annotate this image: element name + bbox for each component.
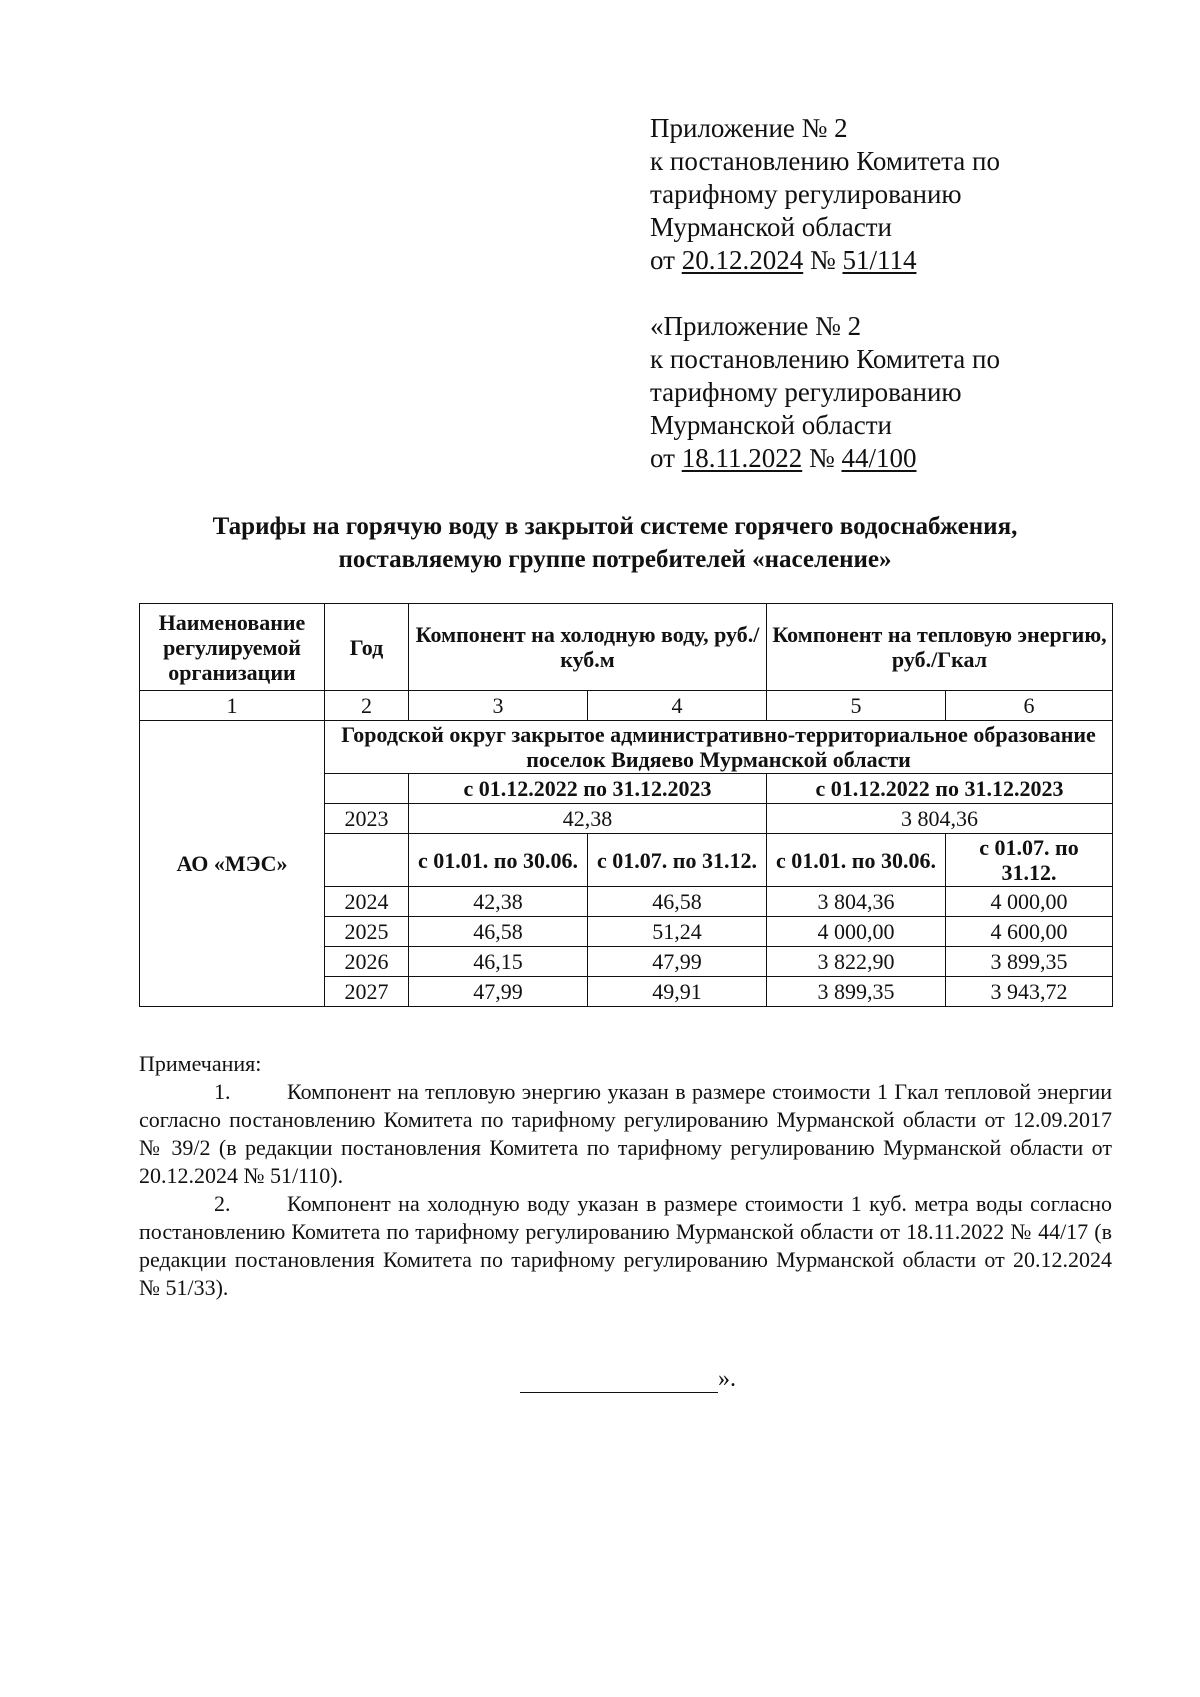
value-cell: 51,24 (588, 917, 767, 947)
column-number: 6 (946, 691, 1113, 721)
sub-period-cell: с 01.01. по 30.06. (409, 834, 588, 887)
appendix-line: к постановлению Комитета по (650, 344, 1000, 374)
column-number: 5 (767, 691, 946, 721)
year-cell: 2026 (325, 947, 409, 977)
year-cell: 2027 (325, 977, 409, 1007)
column-number: 1 (140, 691, 325, 721)
value-cell: 42,38 (409, 887, 588, 917)
closing-mark (520, 1366, 736, 1393)
appendix-number: 44/100 (841, 443, 917, 473)
note-text: Компонент на тепловую энергию указан в размере стоимости 1 Гкал тепловой энергии согласно постановлению Комитета по тарифному регулированию Мурманской области от 12.09.2017 № 39/2 (в редакции постановления Комитета по тарифному регулированию Мурманской области от 20.12.2024 № 51/110). (139, 1079, 1112, 1188)
appendix-from: от (650, 245, 682, 275)
header-organization: Наименование регулируемой организации (140, 604, 325, 691)
appendix-date-line (650, 244, 1000, 277)
appendix-no: № (802, 443, 842, 473)
value-cell: 4 000,00 (767, 917, 946, 947)
appendix-date: 18.11.2022 (681, 443, 803, 473)
appendix-no: № (803, 245, 843, 275)
title-line: Тарифы на горячую воду в закрытой системе горячего водоснабжения, (212, 513, 1018, 540)
table-header-row (140, 604, 1113, 691)
note-number: 1. (214, 1079, 231, 1104)
header-cold-water: Компонент на холодную воду, руб./куб.м (409, 604, 767, 691)
appendix-line: тарифному регулированию (650, 377, 962, 407)
value-cell: 3 899,35 (767, 977, 946, 1007)
appendix-line: Мурманской области (650, 410, 892, 440)
appendix-number: 51/114 (842, 245, 917, 275)
column-number: 2 (325, 691, 409, 721)
appendix-date-line (650, 442, 1000, 475)
period-heat-cell: с 01.12.2022 по 31.12.2023 (767, 774, 1113, 804)
header-year: Год (325, 604, 409, 691)
value-cell: 46,58 (409, 917, 588, 947)
value-cell: 46,15 (409, 947, 588, 977)
value-cell: 3 943,72 (946, 977, 1113, 1007)
empty-cell (325, 834, 409, 887)
year-cell: 2023 (325, 804, 409, 834)
note-number: 2. (214, 1191, 231, 1216)
note-item (139, 1190, 1112, 1302)
closing-quote: ». (718, 1366, 736, 1392)
appendix-line: Мурманской области (650, 212, 892, 242)
value-cell: 4 000,00 (946, 887, 1113, 917)
value-cell: 3 804,36 (767, 887, 946, 917)
column-number: 3 (409, 691, 588, 721)
notes-heading: Примечания: (139, 1051, 262, 1076)
column-number: 4 (588, 691, 767, 721)
header-heat-energy: Компонент на тепловую энергию, руб./Гкал (767, 604, 1113, 691)
appendix-date: 20.12.2024 (681, 245, 804, 275)
value-cell: 4 600,00 (946, 917, 1113, 947)
value-cell: 3 899,35 (946, 947, 1113, 977)
column-numbers-row (140, 691, 1113, 721)
value-cell: 46,58 (588, 887, 767, 917)
value-cell: 3 822,90 (767, 947, 946, 977)
title-line: поставляемую группе потребителей «население» (338, 546, 892, 573)
appendix-line: к постановлению Комитета по (650, 146, 1000, 176)
note-item (139, 1078, 1112, 1190)
sub-period-cell: с 01.07. по 31.12. (588, 834, 767, 887)
appendix-label: «Приложение № 2 (650, 311, 862, 341)
year-cell: 2024 (325, 887, 409, 917)
value-cell: 47,99 (409, 977, 588, 1007)
value-cell: 47,99 (588, 947, 767, 977)
tariff-table (139, 603, 1113, 1007)
note-text: Компонент на холодную воду указан в размере стоимости 1 куб. метра воды согласно постановлению Комитета по тарифному регулированию Мурманской области от 18.11.2022 № 44/17 (в редакции постановления Комитета по тарифному регулированию Мурманской области от 20.12.2024 № 51/33). (139, 1191, 1112, 1300)
signature-line (520, 1370, 718, 1393)
territory-cell: Городской округ закрытое административно-территориальное образование поселок Видяево Мурманской области (325, 721, 1113, 774)
cold-value-cell: 42,38 (409, 804, 767, 834)
appendix-line: тарифному регулированию (650, 179, 962, 209)
organization-cell: АО «МЭС» (140, 721, 325, 1007)
sub-period-cell: с 01.07. по 31.12. (946, 834, 1113, 887)
document-title (130, 510, 1100, 576)
period-cold-cell: с 01.12.2022 по 31.12.2023 (409, 774, 767, 804)
appendix-header-current (650, 112, 1000, 277)
notes-section (139, 1050, 1112, 1302)
territory-row (140, 721, 1113, 774)
year-cell: 2025 (325, 917, 409, 947)
appendix-header-original (650, 310, 1000, 475)
appendix-label: Приложение № 2 (650, 113, 848, 143)
appendix-from: от (650, 443, 682, 473)
heat-value-cell: 3 804,36 (767, 804, 1113, 834)
empty-cell (325, 774, 409, 804)
value-cell: 49,91 (588, 977, 767, 1007)
sub-period-cell: с 01.01. по 30.06. (767, 834, 946, 887)
